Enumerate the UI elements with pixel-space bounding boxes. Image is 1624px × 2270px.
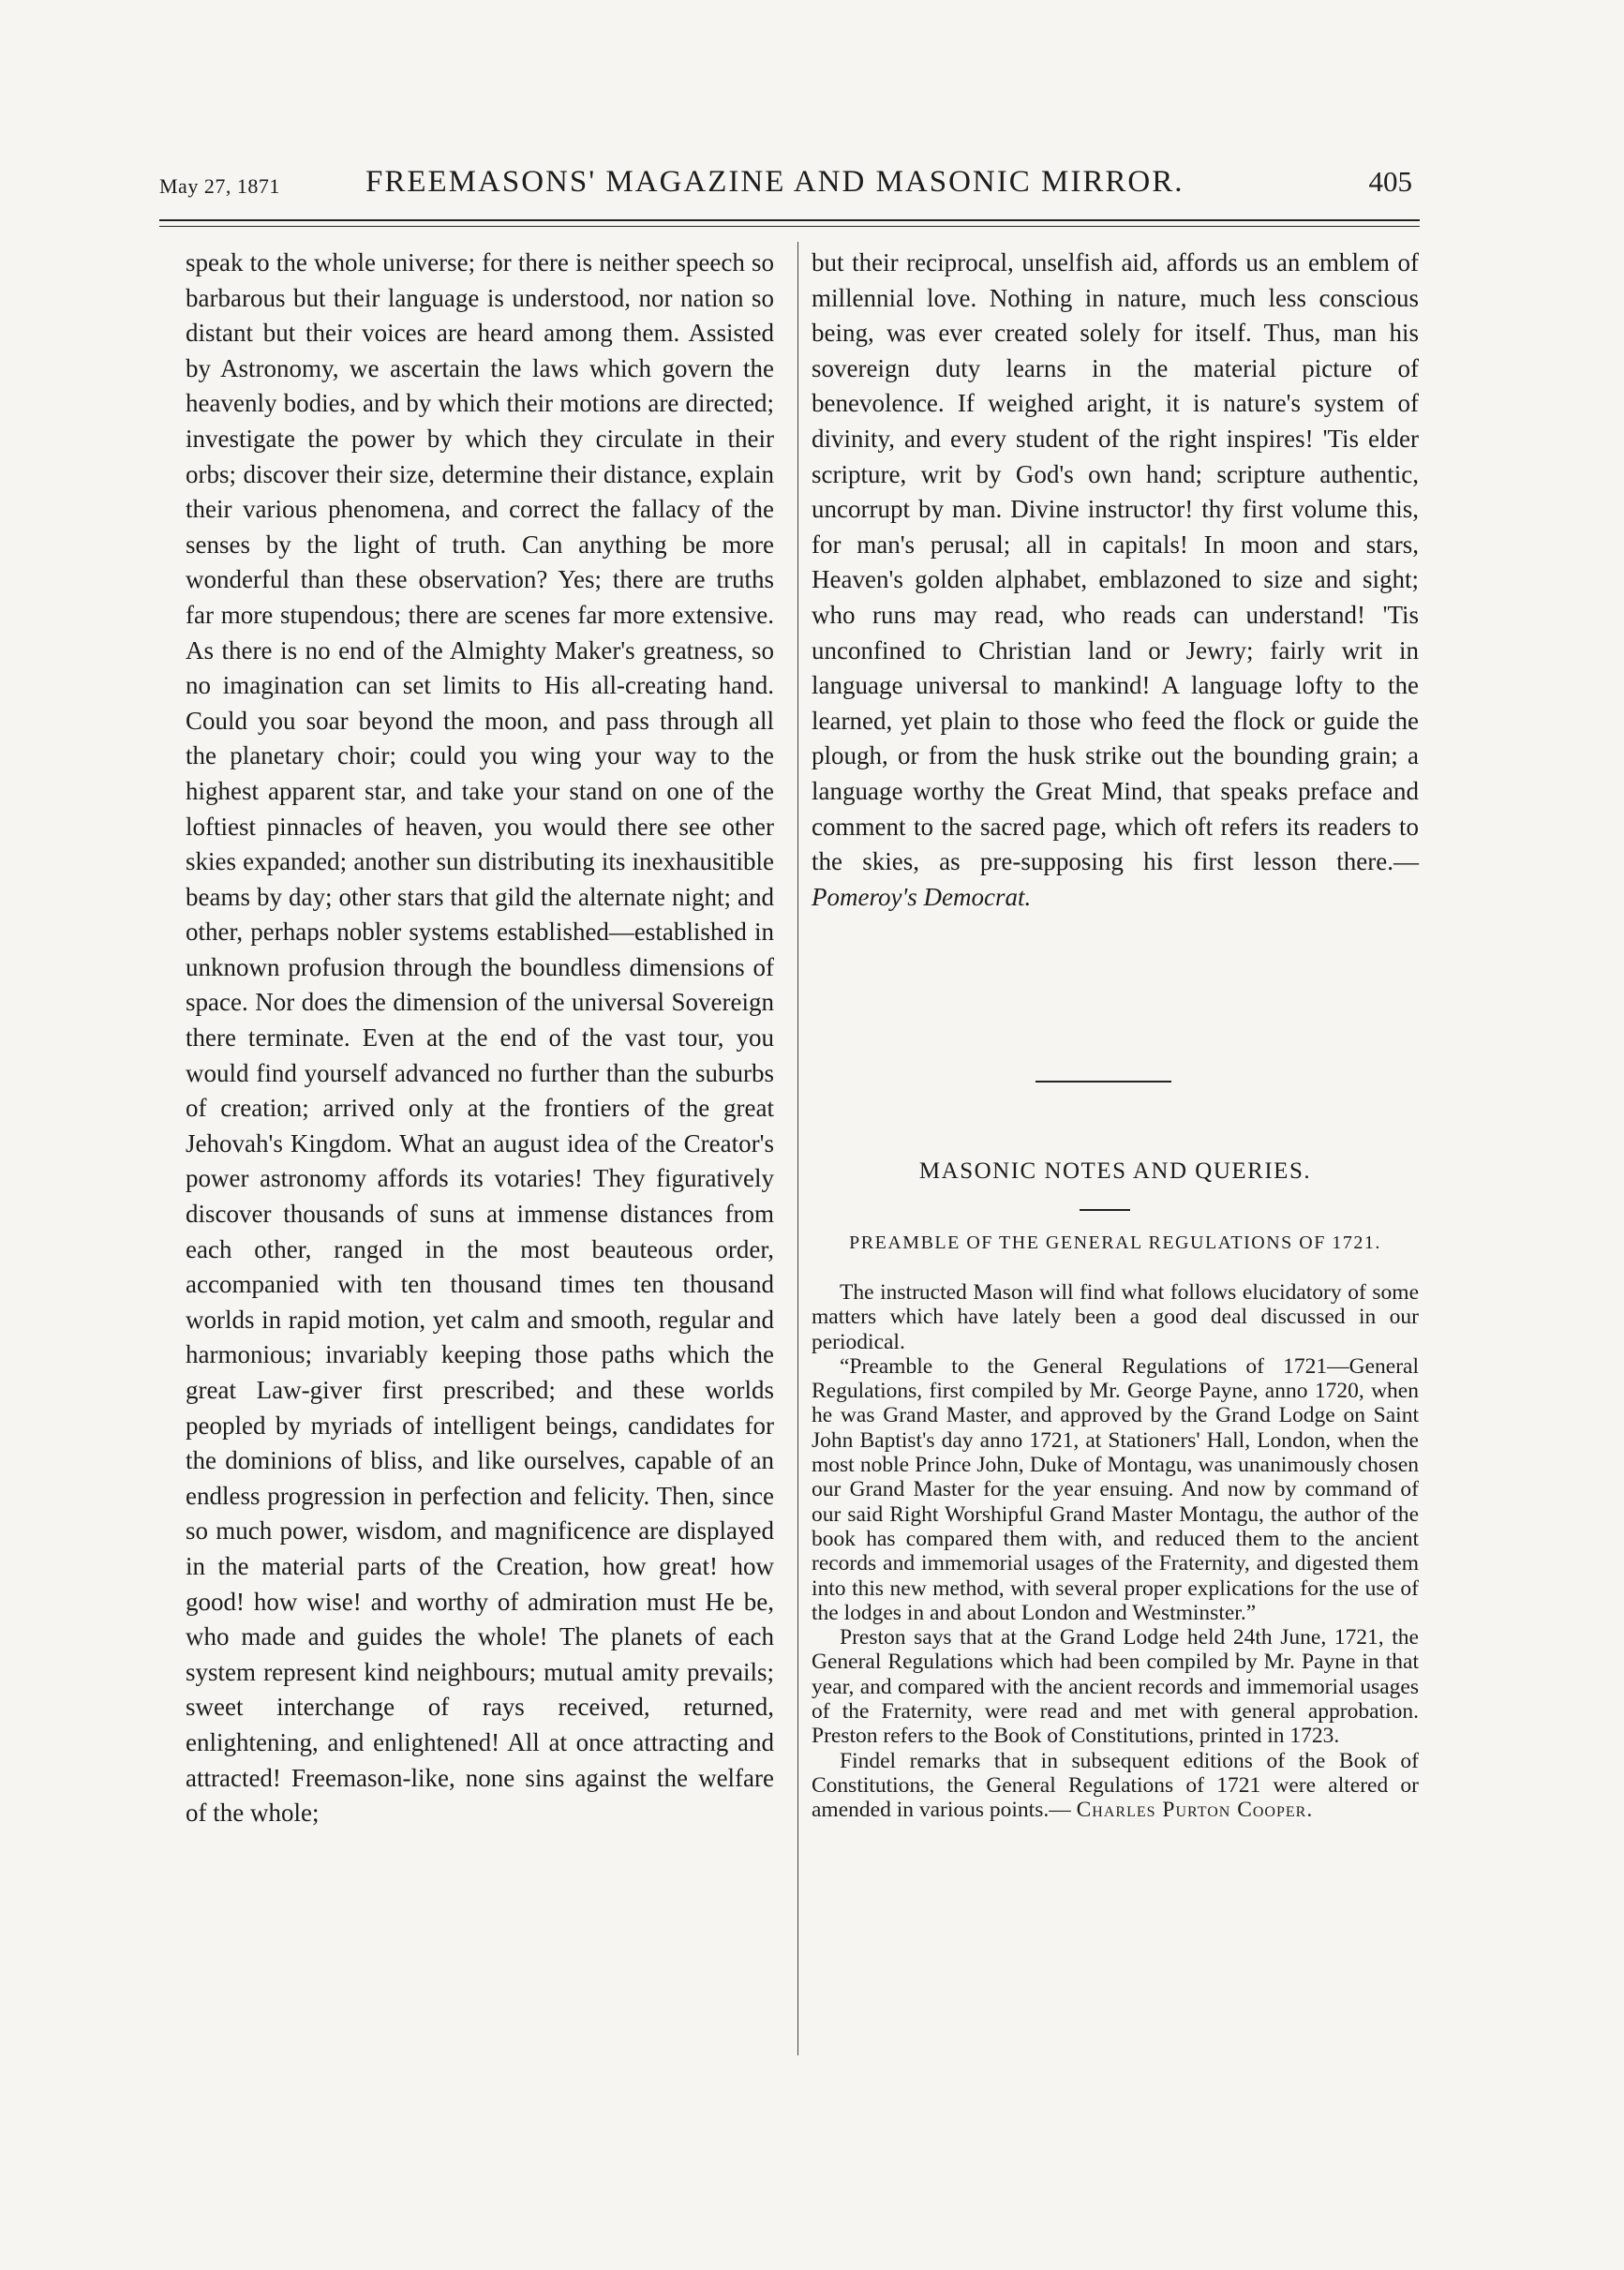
author-signature: Charles Purton Cooper.	[1076, 1798, 1314, 1823]
page-number: 405	[1368, 165, 1412, 198]
page-header	[159, 161, 1420, 208]
section-separator	[1035, 1081, 1171, 1083]
right-column-text	[812, 246, 1419, 915]
section-body	[812, 1280, 1419, 1823]
section-paragraph: Preston says that at the Grand Lodge held 24th June, 1721, the General Regulations which had been compiled by Mr. Payne in that year, and compared with the ancient records and immemorial usages of the Fraternity, were read and met with general approbation. Preston refers to the Book of Constitutions, printed in 1723.	[812, 1625, 1419, 1749]
section-title: MASONIC NOTES AND QUERIES.	[918, 1158, 1312, 1184]
header-rule-thick	[159, 219, 1420, 221]
magazine-title: FREEMASONS' MAGAZINE AND MASONIC MIRROR.	[365, 165, 1184, 199]
section-subtitle: PREAMBLE OF THE GENERAL REGULATIONS OF 1721.	[849, 1232, 1381, 1253]
title-separator	[1080, 1209, 1130, 1211]
source-attribution: Pomeroy's Democrat.	[812, 882, 1032, 911]
left-column	[186, 246, 774, 1831]
left-column-text: speak to the whole universe; for there is neither speech so barbarous but their language is understood, nor nation so distant but their voices are heard among them. Assisted by Astronomy, we ascertain the laws which govern the heavenly bodies, and by which their motions are directed; investigate the power by which they circulate in their orbs; discover their size, determine their distance, explain their various phenomena, and correct the fallacy of the senses by the light of truth. Can anything be more wonderful than these observation? Yes; there are truths far more stupendous; there are scenes far more extensive. As there is no end of the Almighty Maker's greatness, so no imagination can set limits to His all-creating hand. Could you soar beyond the moon, and pass through all the planetary choir; could you wing your way to the highest apparent star, and take your stand on one of the loftiest pinnacles of heaven, you would there see other skies expanded; another sun distributing its inexhausitible beams by day; other stars that gild the alternate night; and other, perhaps nobler systems established—established in unknown profusion through the boundless dimensions of space. Nor does the dimension of the universal Sovereign there terminate. Even at the end of the vast tour, you would find yourself advanced no further than the suburbs of creation; arrived only at the frontiers of the great Jehovah's Kingdom. What an august idea of the Creator's power astronomy affords its votaries! They figuratively discover thousands of suns at immense distances from each other, ranged in the most beauteous order, accompanied with ten thousand times ten thousand worlds in rapid motion, yet calm and smooth, regular and harmonious; invariably keeping those paths which the great Law-giver first prescribed; and these worlds peopled by myriads of intelligent beings, candidates for the dominions of bliss, and like ourselves, capable of an endless progression in perfection and felicity. Then, since so much power, wisdom, and magnificence are displayed in the material parts of the Creation, how great! how good! how wise! and worthy of admiration must He be, who made and guides the whole! The planets of each system represent kind neighbours; mutual amity prevails; sweet interchange of rays received, returned, enlightening, and enlightened! All at once attracting and attracted! Freemason-like, none sins against the welfare of the whole;	[186, 248, 774, 1828]
section-paragraph-last	[812, 1749, 1419, 1823]
section-paragraph: Findel remarks that in subsequent editions of the Book of Constitutions, the General Regulations of 1721 were altered or amended in various points.—	[812, 1748, 1419, 1823]
section-paragraph: “Preamble to the General Regulations of 1721—General Regulations, first compiled by Mr. George Payne, anno 1720, when he was Grand Master, and approved by the Grand Lodge on Saint John Baptist's day anno 1721, at Stationers' Hall, London, when the most noble Prince John, Duke of Montagu, was unanimously chosen our Grand Master for the year ensuing. And now by command of our said Right Worshipful Grand Master Montagu, the author of the book has compared them with, and reduced them to the ancient records and immemorial usages of the Fraternity, and digested them into this new method, with several proper explications for the use of the lodges in and about London and Westminster.”	[812, 1353, 1419, 1625]
issue-date: May 27, 1871	[159, 174, 280, 198]
right-column	[812, 246, 1419, 915]
column-divider	[797, 242, 798, 2055]
section-paragraph: The instructed Mason will find what follows elucidatory of some matters which have lately been a good deal discussed in our periodical.	[812, 1280, 1419, 1354]
header-rule-thin	[159, 226, 1420, 227]
right-column-body: but their reciprocal, unselfish aid, affords us an emblem of millennial love. Nothing in nature, much less conscious being, was ever created solely for itself. Thus, man his sovereign duty learns in the material picture of benevolence. If weighed aright, it is nature's system of divinity, and every student of the right inspires! 'Tis elder scripture, writ by God's own hand; scripture authentic, uncorrupt by man. Divine instructor! thy first volume this, for man's perusal; all in capitals! In moon and stars, Heaven's golden alphabet, emblazoned to size and sight; who runs may read, who reads can understand! 'Tis unconfined to Christian land or Jewry; fairly writ in language universal to mankind! A language lofty to the learned, yet plain to those who feed the flock or guide the plough, or from the husk strike out the bounding grain; a language worthy the Great Mind, that speaks preface and comment to the sacred page, which oft refers its readers to the skies, as pre-supposing his first lesson there.—	[812, 248, 1419, 876]
